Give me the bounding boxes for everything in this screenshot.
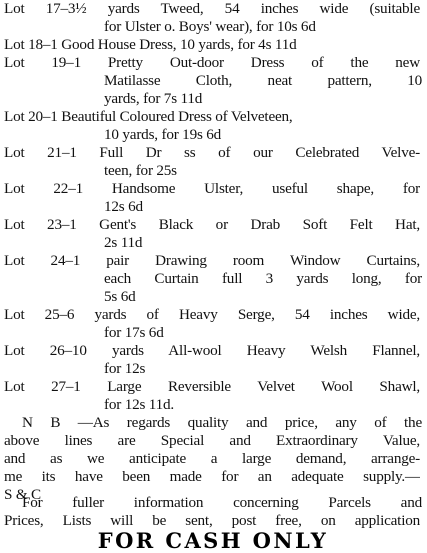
lot-19-line-3: yards, for 7s 11d: [104, 90, 203, 107]
lot-24-line-1: Lot 24–1 pair Drawing room Window Curtains,: [4, 252, 420, 269]
lot-17-line-1: Lot 17–3½ yards Tweed, 54 inches wide (suitable: [4, 0, 420, 17]
lot-23-line-1: Lot 23–1 Gent's Black or Drab Soft Felt Hat,: [4, 216, 420, 233]
lot-22-line-1: Lot 22–1 Handsome Ulster, useful shape, for: [4, 180, 420, 197]
lot-17-line-2: for Ulster o. Boys' wear), for 10s 6d: [104, 18, 316, 35]
lot-24-line-3: 5s 6d: [104, 288, 136, 305]
lot-19-line-1: Lot 19–1 Pretty Out-door Dress of the new: [4, 54, 420, 71]
lot-25-line-2: for 17s 6d: [104, 324, 164, 341]
lot-21-line-1: Lot 21–1 Full Dr ss of our Celebrated Velve-: [4, 144, 420, 161]
cash-only-banner: FOR CASH ONLY: [97, 530, 329, 552]
note-signature: S & C: [4, 486, 41, 503]
lot-19-line-2: Matilasse Cloth, neat pattern, 10: [104, 72, 422, 89]
footer-line-2: Prices, Lists will be sent, post free, on application: [4, 512, 420, 529]
lot-26-line-2: for 12s: [104, 360, 146, 377]
footer-line-1: For fuller information concerning Parcels and: [22, 494, 422, 511]
lot-20-line-1: Lot 20–1 Beautiful Coloured Dress of Velveteen,: [4, 108, 293, 125]
lot-26-line-1: Lot 26–10 yards All-wool Heavy Welsh Flannel,: [4, 342, 420, 359]
lot-27-line-2: for 12s 11d.: [104, 396, 175, 413]
lot-27-line-1: Lot 27–1 Large Reversible Velvet Wool Shawl,: [4, 378, 420, 395]
note-line-2: above lines are Special and Extraordinary Value,: [4, 432, 420, 449]
lot-23-line-2: 2s 11d: [104, 234, 143, 251]
note-line-3: and as we anticipate a large demand, arrange-: [4, 450, 420, 467]
lot-21-line-2: teen, for 25s: [104, 162, 177, 179]
lot-25-line-1: Lot 25–6 yards of Heavy Serge, 54 inches wide,: [4, 306, 420, 323]
lot-24-line-2: each Curtain full 3 yards long, for: [104, 270, 422, 287]
lot-18-line-1: Lot 18–1 Good House Dress, 10 yards, for 4s 11d: [4, 36, 297, 53]
note-line-4: me its have been made for an adequate supply.—: [4, 468, 420, 485]
lot-20-line-2: 10 yards, for 19s 6d: [104, 126, 222, 143]
lot-22-line-2: 12s 6d: [104, 198, 143, 215]
note-line-1: N B —As regards quality and price, any of the: [22, 414, 422, 431]
